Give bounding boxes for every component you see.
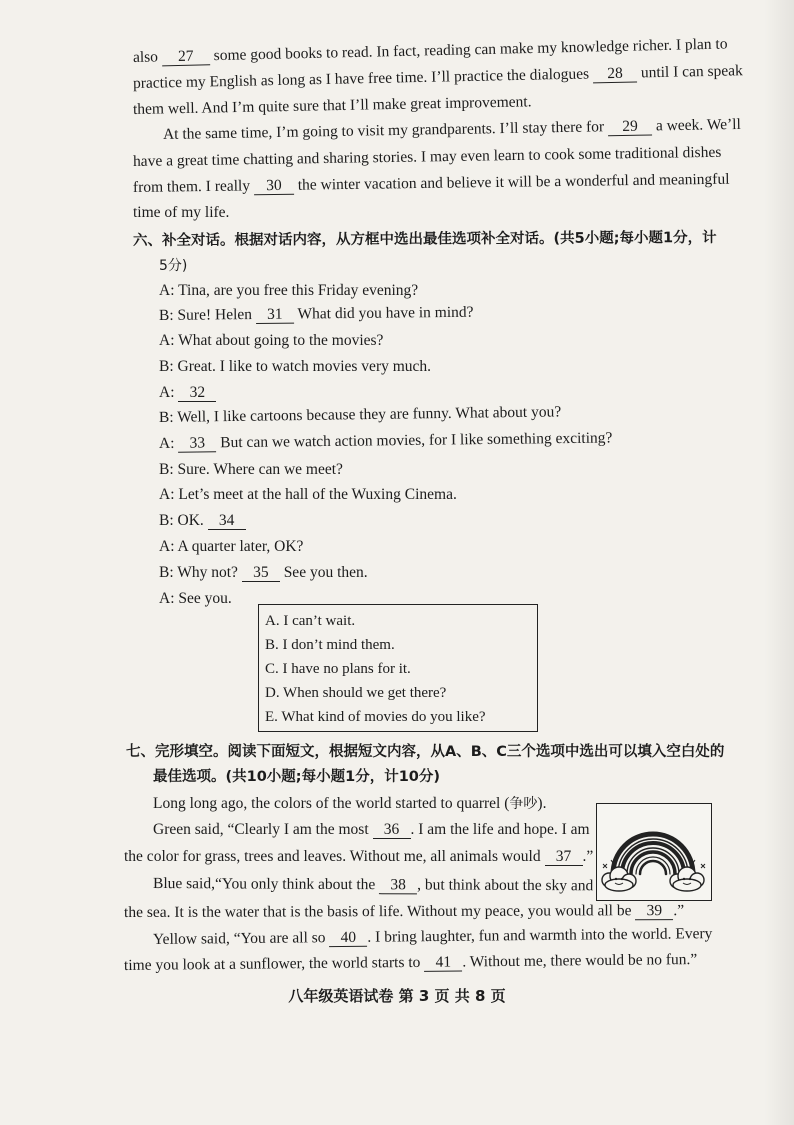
cloze-line-2: Green said, “Clearly I am the most 36 . I am the life and hope. I am	[153, 821, 590, 838]
option-d: D. When should we get there?	[265, 685, 447, 701]
blank-30: 30	[254, 177, 294, 196]
cloze-line-5: the sea. It is the water that is the basis of life. Without my peace, you would all be 39 .”	[123, 902, 685, 921]
passage-line-4: At the same time, I’m going to visit my grandparents. I’ll stay there for 29 a week. We’ll	[162, 115, 742, 143]
option-e: E. What kind of movies do you like?	[265, 709, 486, 725]
dialogue-line: B: Well, I like cartoons because they are funny. What about you?	[158, 403, 562, 426]
dialogue-line: A: What about going to the movies?	[159, 332, 384, 349]
option-c: C. I have no plans for it.	[265, 661, 411, 677]
blank-35: 35	[242, 564, 280, 582]
blank-39: 39	[635, 902, 673, 920]
passage-line-6: from them. I really 30 the winter vacation and believe it will be a wonderful and meaningful	[132, 170, 730, 196]
blank-31: 31	[256, 306, 294, 324]
dialogue-line: A: Tina, are you free this Friday evening?	[159, 282, 419, 299]
section-6-heading: 六、补全对话。根据对话内容，从方框中选出最佳选项补全对话。(共5小题;每小题1分，计	[132, 229, 717, 249]
section-7-heading-cont: 最佳选项。(共10小题;每小题1分，计10分)	[153, 769, 440, 785]
blank-37: 37	[545, 848, 583, 866]
dialogue-line: B: Sure. Where can we meet?	[159, 461, 343, 478]
dialogue-line: A: Let’s meet at the hall of the Wuxing Cinema.	[159, 486, 457, 503]
passage-line-5: have a great time chatting and sharing stories. I may even learn to cook some traditional dishes	[132, 143, 722, 170]
passage-line-7: time of my life.	[133, 204, 230, 221]
scan-edge-shadow	[764, 0, 794, 1125]
blank-40: 40	[329, 929, 367, 947]
cloze-line-4: Blue said,“You only think about the 38 , but think about the sky and	[152, 875, 594, 895]
cloze-line-1: Long long ago, the colors of the world started to quarrel (争吵).	[153, 795, 547, 812]
passage-line-2: practice my English as long as I have free time. I’ll practice the dialogues 28 until I can speak	[132, 62, 744, 92]
passage-line-3: them well. And I’m quite sure that I’ll make great improvement.	[132, 93, 532, 118]
dialogue-line: B: OK. 34	[159, 511, 246, 531]
option-a: A. I can’t wait.	[265, 613, 356, 629]
cloze-line-3: the color for grass, trees and leaves. Without me, all animals would 37 .”	[124, 848, 594, 865]
blank-29: 29	[608, 117, 652, 136]
dialogue-line: A: 32	[159, 383, 216, 403]
dialogue-line: B: Why not? 35 See you then.	[159, 564, 368, 581]
blank-36: 36	[373, 821, 411, 839]
cloze-line-7: time you look at a sunflower, the world starts to 41 . Without me, there would be no fun.”	[123, 950, 698, 974]
blank-32: 32	[178, 384, 216, 402]
blank-34: 34	[208, 512, 246, 530]
rainbow-icon	[597, 804, 710, 899]
rainbow-illustration	[596, 803, 712, 901]
blank-38: 38	[379, 876, 417, 894]
section-7-heading: 七、完形填空。阅读下面短文，根据短文内容，从A、B、C三个选项中选出可以填入空白处的	[126, 744, 725, 760]
blank-33: 33	[178, 434, 216, 452]
option-b: B. I don’t mind them.	[265, 637, 395, 653]
dialogue-line: B: Great. I like to watch movies very much.	[159, 358, 432, 375]
dialogue-line: A: See you.	[159, 590, 232, 607]
blank-28: 28	[593, 64, 637, 83]
dialogue-line: A: 33 But can we watch action movies, for I like something exciting?	[158, 429, 613, 452]
dialogue-line: B: Sure! Helen 31 What did you have in mind?	[158, 303, 474, 324]
dialogue-line: A: A quarter later, OK?	[159, 538, 304, 555]
section-6-heading-cont: 5分)	[159, 258, 188, 274]
passage-line-1: also 27 some good books to read. In fact, reading can make my knowledge richer. I plan to	[132, 35, 728, 66]
options-box	[258, 604, 538, 732]
page-footer: 八年级英语试卷 第 3 页 共 8 页	[288, 987, 506, 1005]
blank-41: 41	[424, 953, 462, 971]
blank-27: 27	[162, 47, 210, 66]
cloze-line-6: Yellow said, “You are all so 40 . I bring laughter, fun and warmth into the world. Every	[152, 925, 713, 948]
